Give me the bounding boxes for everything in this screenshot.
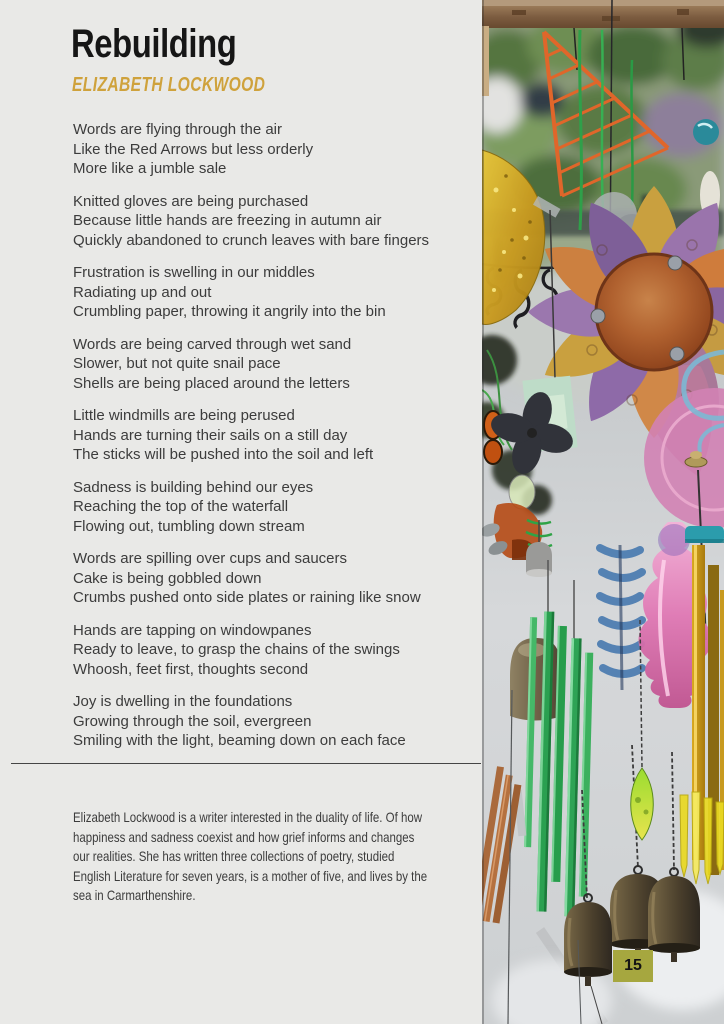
poem-line: Ready to leave, to grasp the chains of the swings [73, 641, 400, 658]
bio-line: English Literature for seven years, is a mother of five, and lives by the [73, 867, 428, 884]
poem-stanza-9 [73, 692, 429, 751]
poem-line: Hands are tapping on windowpanes [73, 621, 312, 639]
bio-line: sea in Carmarthenshire. [73, 887, 196, 904]
poem-stanza-1 [73, 120, 429, 179]
poem-line: Joy is dwelling in the foundations [73, 693, 293, 710]
poem-stanza-5 [73, 406, 429, 465]
page-number-badge [613, 950, 653, 982]
poem-line: The sticks will be pushed into the soil and left [73, 446, 374, 463]
poem-line: Knitted gloves are being purchased [73, 192, 309, 210]
poem-line: Words are flying through the air [73, 121, 282, 138]
windchimes-photo [482, 0, 724, 1024]
poem-line: Little windmills are being perused [73, 407, 295, 424]
poem-line: Smiling with the light, beaming down on each face [73, 732, 406, 749]
poem-line: Quickly abandoned to crunch leaves with bare fingers [73, 231, 430, 249]
poem-line: Growing through the soil, evergreen [73, 712, 312, 730]
poem-line: Because little hands are freezing in autumn air [73, 212, 382, 229]
poem-line: Hands are turning their sails on a still day [73, 426, 348, 444]
poem-line: Frustration is swelling in our middles [73, 264, 315, 281]
poem-line: Crumbs pushed onto side plates or raining like snow [73, 589, 421, 606]
poem-stanza-2 [73, 192, 429, 251]
poem-stanza-3 [73, 263, 429, 322]
author-name: ELIZABETH LOCKWOOD [72, 74, 266, 96]
poem-line: Like the Red Arrows but less orderly [73, 140, 314, 158]
page-number: 15 [624, 957, 642, 974]
bio-line: happiness and sadness coexist and how grief informs and changes [73, 828, 415, 845]
poem-line: Slower, but not quite snail pace [73, 355, 281, 372]
poem-line: Words are being carved through wet sand [73, 335, 352, 353]
photo-pane [482, 0, 724, 1024]
poem-line: Flowing out, tumbling down stream [73, 517, 305, 535]
section-divider [11, 763, 481, 764]
poem-stanza-6 [73, 478, 429, 537]
page-title: Rebuilding [71, 22, 237, 66]
poem-stanza-7 [73, 549, 429, 608]
poem-line: Sadness is building behind our eyes [73, 478, 314, 496]
poem-stanza-8 [73, 621, 429, 680]
poem-line: More like a jumble sale [73, 160, 227, 177]
poem-stanza-4 [73, 335, 429, 394]
poem-line: Words are spilling over cups and saucers [73, 550, 348, 567]
author-bio [73, 808, 427, 906]
poem-line: Cake is being gobbled down [73, 569, 262, 587]
poem-line: Crumbling paper, throwing it angrily into the bin [73, 303, 386, 320]
poem-line: Whoosh, feet first, thoughts second [73, 660, 309, 678]
poem-line: Reaching the top of the waterfall [73, 498, 289, 515]
poem-line: Shells are being placed around the letters [73, 374, 350, 392]
bio-line: Elizabeth Lockwood is a writer interested in the duality of life. Of how [73, 809, 423, 825]
poem-line: Radiating up and out [73, 283, 212, 301]
bio-line: our realities. She has written three collections of poetry, studied [73, 848, 395, 865]
poem [73, 120, 429, 764]
